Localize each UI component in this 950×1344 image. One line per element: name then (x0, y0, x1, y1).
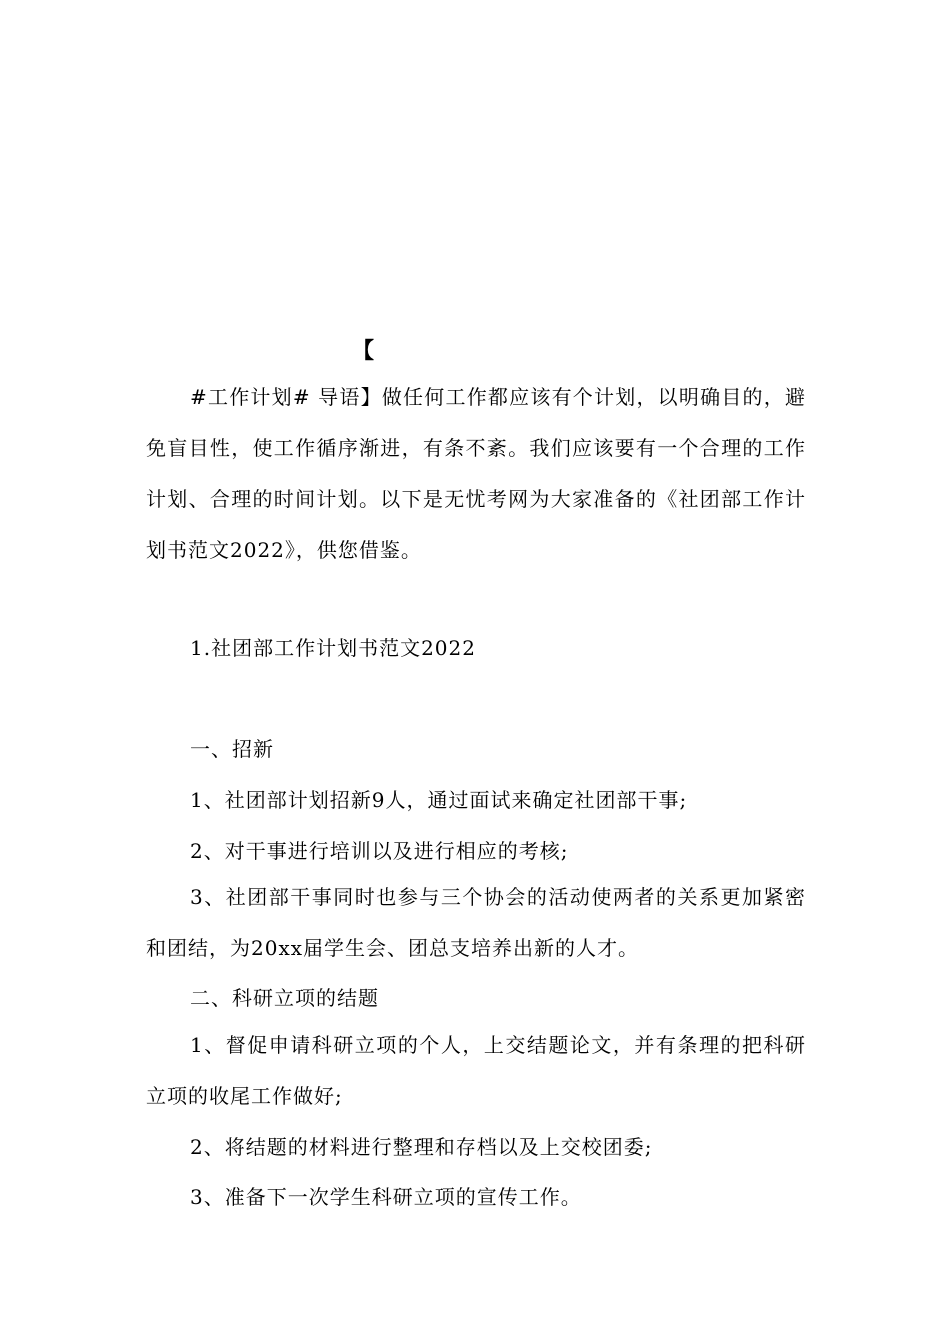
heading-research-projects: 二、科研立项的结题 (190, 986, 379, 1010)
list-item: 1、督促申请科研立项的个人，上交结题论文，并有条理的把科研立项的收尾工作做好; (146, 1033, 806, 1108)
list-item: 1、社团部计划招新9人，通过面试来确定社团部干事; (190, 788, 688, 812)
list-item: 2、将结题的材料进行整理和存档以及上交校团委; (190, 1135, 653, 1159)
list-item: 3、准备下一次学生科研立项的宣传工作。 (190, 1185, 582, 1209)
list-item: 2、对干事进行培训以及进行相应的考核; (190, 839, 569, 863)
section-title: 1.社团部工作计划书范文2022 (190, 636, 476, 660)
intro-paragraph: #工作计划# 导语】做任何工作都应该有个计划，以明确目的，避免盲目性，使工作循序渐进，有条不紊。我们应该要有一个合理的工作计划、合理的时间计划。以下是无忧考网为大家准备的《社团部工作计划书范文2022》，供您借鉴。 (146, 385, 806, 562)
open-bracket: 【 (352, 338, 375, 364)
list-item: 3、社团部干事同时也参与三个协会的活动使两者的关系更加紧密和团结，为20xx届学生会、团总支培养出新的人才。 (146, 885, 806, 960)
heading-recruitment: 一、招新 (190, 737, 274, 761)
